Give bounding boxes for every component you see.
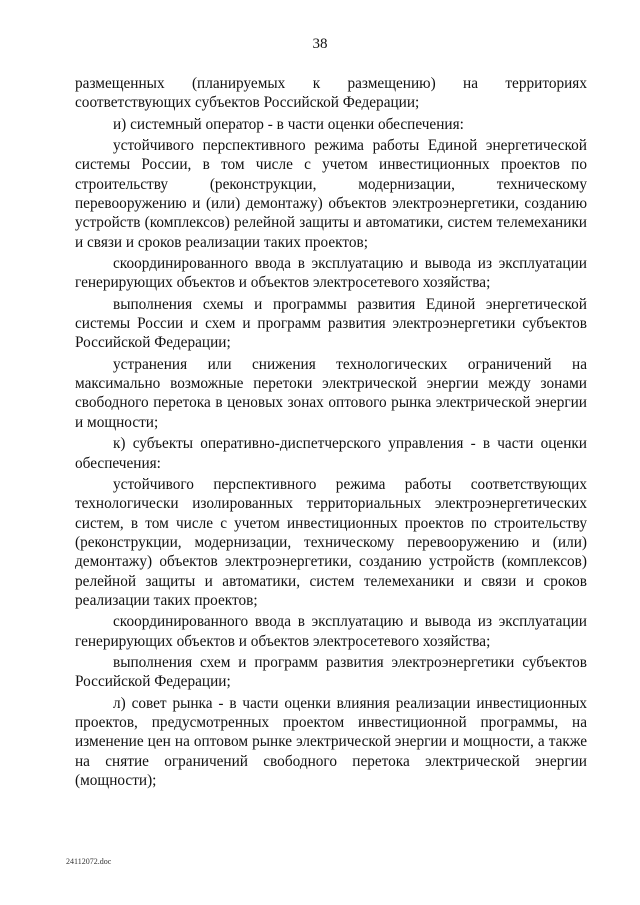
paragraph: устранения или снижения технологических ограничений на максимально возможные перетоки электрической энергии между зонами свободного перетока в ценовых зонах оптового рынка электрической энергии и мощности; (75, 355, 587, 431)
paragraph: устойчивого перспективного режима работы Единой энергетической системы России, в том числе с учетом инвестиционных проектов по строительству (реконструкции, модернизации, техническому перевооружению и (или) демонтажу) объектов электроэнергетики, созданию устройств (комплексов) релейной защиты и автоматики, систем телемеханики и связи и сроков реализации таких проектов; (75, 136, 587, 251)
paragraph: скоординированного ввода в эксплуатацию и вывода из эксплуатации генерирующих объектов и объектов электросетевого хозяйства; (75, 255, 587, 292)
document-body (75, 74, 587, 792)
paragraph: устойчивого перспективного режима работы соответствующих технологически изолированных территориальных электроэнергетических систем, в том числе с учетом инвестиционных проектов по строительству (реконструкции, модернизации, техническому перевооружению и (или) демонтажу) объектов электроэнергетики, созданию устройств (комплексов) релейной защиты и автоматики, систем телемеханики и связи и сроков реализации таких проектов; (75, 475, 587, 610)
paragraph: к) субъекты оперативно-диспетчерского управления - в части оценки обеспечения: (75, 435, 587, 472)
file-name-footer: 24112072.doc (66, 857, 112, 866)
paragraph: л) совет рынка - в части оценки влияния реализации инвестиционных проектов, предусмотренных проектом инвестиционной программы, на изменение цен на оптовом рынке электрической энергии и мощности, а также на снятие ограничений свободного перетока электрической энергии (мощности); (75, 694, 587, 790)
paragraph: размещенных (планируемых к размещению) на территориях соответствующих субъектов Российской Федерации; (75, 75, 587, 112)
paragraph: и) системный оператор - в части оценки обеспечения: (113, 115, 464, 133)
page-number: 38 (312, 36, 328, 52)
paragraph: выполнения схемы и программы развития Единой энергетической системы России и схем и программ развития электроэнергетики субъектов Российской Федерации; (75, 295, 587, 352)
paragraph: выполнения схем и программ развития электроэнергетики субъектов Российской Федерации; (75, 653, 587, 691)
paragraph: скоординированного ввода в эксплуатацию и вывода из эксплуатации генерирующих объектов и объектов электросетевого хозяйства; (75, 613, 587, 650)
